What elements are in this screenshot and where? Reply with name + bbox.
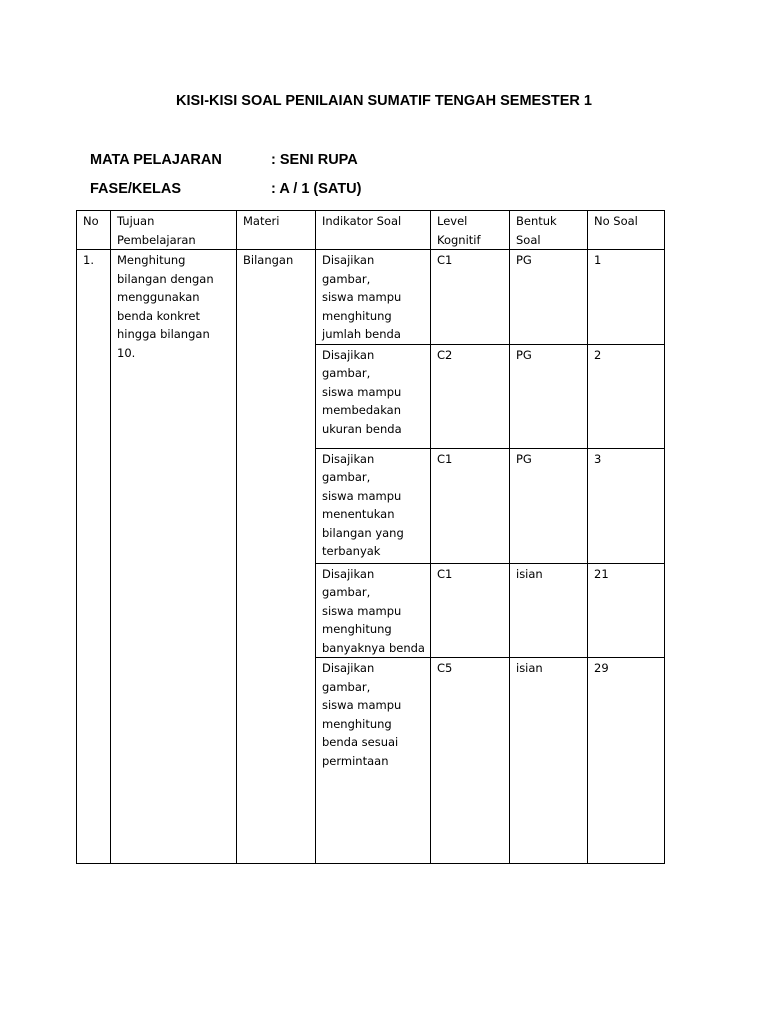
cell-indikator: Disajikan gambar, siswa mampu membedakan ukuran benda <box>316 344 431 448</box>
cell-level: C1 <box>431 250 510 345</box>
cell-level: C5 <box>431 658 510 864</box>
cell-no-soal: 29 <box>588 658 665 864</box>
cell-bentuk: PG <box>510 250 588 345</box>
cell-level: C2 <box>431 344 510 448</box>
header-materi: Materi <box>237 211 316 250</box>
cell-tujuan: Menghitung bilangan dengan menggunakan benda konkret hingga bilangan 10. <box>111 250 237 864</box>
cell-no-soal: 1 <box>588 250 665 345</box>
cell-no-soal: 3 <box>588 448 665 563</box>
cell-level: C1 <box>431 563 510 658</box>
cell-bentuk: PG <box>510 344 588 448</box>
meta-label-subject: MATA PELAJARAN <box>90 152 222 168</box>
cell-level: C1 <box>431 448 510 563</box>
meta-value-grade: : A / 1 (SATU) <box>271 181 362 197</box>
table-header-row <box>77 211 665 250</box>
cell-bentuk: isian <box>510 563 588 658</box>
kisi-table <box>76 210 665 864</box>
header-indikator: Indikator Soal <box>316 211 431 250</box>
header-no-soal: No Soal <box>588 211 665 250</box>
cell-materi: Bilangan <box>237 250 316 864</box>
cell-indikator: Disajikan gambar, siswa mampu menghitung benda sesuai permintaan <box>316 658 431 864</box>
header-level: Level Kognitif <box>431 211 510 250</box>
cell-bentuk: isian <box>510 658 588 864</box>
meta-value-subject: : SENI RUPA <box>271 152 358 168</box>
cell-indikator: Disajikan gambar, siswa mampu menghitung banyaknya benda <box>316 563 431 658</box>
meta-label-grade: FASE/KELAS <box>90 181 182 197</box>
table-row <box>77 250 665 345</box>
document-title: KISI-KISI SOAL PENILAIAN SUMATIF TENGAH SEMESTER 1 <box>176 93 592 109</box>
cell-indikator: Disajikan gambar, siswa mampu menentukan bilangan yang terbanyak <box>316 448 431 563</box>
cell-bentuk: PG <box>510 448 588 563</box>
cell-no-soal: 21 <box>588 563 665 658</box>
cell-no: 1. <box>77 250 111 864</box>
header-tujuan: Tujuan Pembelajaran <box>111 211 237 250</box>
header-no: No <box>77 211 111 250</box>
cell-indikator: Disajikan gambar, siswa mampu menghitung jumlah benda <box>316 250 431 345</box>
header-bentuk: Bentuk Soal <box>510 211 588 250</box>
cell-no-soal: 2 <box>588 344 665 448</box>
